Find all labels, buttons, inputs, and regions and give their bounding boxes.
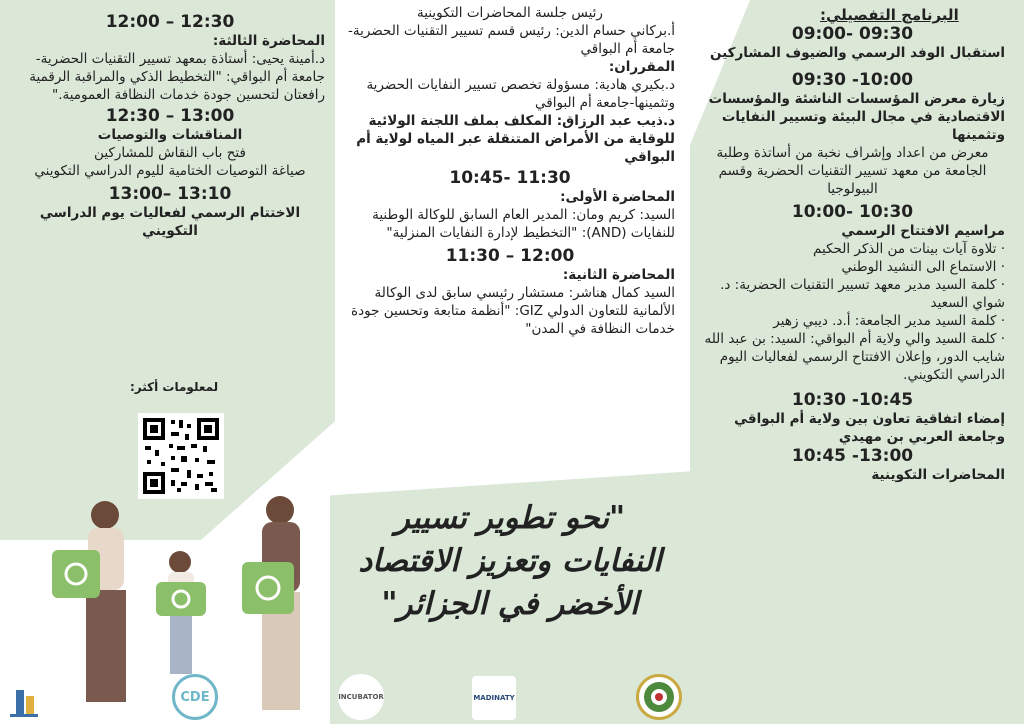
program-column xyxy=(700,0,1005,484)
lecture-title: المحاضرة الثانية: xyxy=(562,267,675,283)
wilaya-seal-logo xyxy=(636,674,682,720)
madinaty-logo: MADINATY xyxy=(472,676,516,720)
discussion-line: صياغة التوصيات الختامية لليوم الدراسي التكويني xyxy=(34,163,306,179)
session-text: إمضاء اتفاقية تعاون بين ولاية أم البواقي وجامعة العربي بن مهيدي xyxy=(734,411,1005,445)
lecture-text: د.أمينة يحيى: أستاذة بمعهد تسيير التقنيات الحضرية-جامعة أم البواقي: "التخطيط الذكي والمراقبة الرقمية رافعتان لتحسين جودة خدمات النظافة العمومية." xyxy=(29,51,325,103)
lectures-column xyxy=(345,0,675,338)
chair-name: أ.بركاني حسام الدين: رئيس قسم تسيير التقنيات الحضرية-جامعة أم البواقي xyxy=(347,23,675,57)
ceremony-list xyxy=(700,240,1005,384)
list-item: · تلاوة آيات بينات من الذكر الحكيم xyxy=(700,240,1005,258)
time-slot: 10:45- 10:30 xyxy=(791,390,914,410)
event-title: "نحو تطوير تسيير النفايات وتعزيز الاقتصاد الأخضر في الجزائر" xyxy=(358,500,662,622)
session-text: المحاضرات التكوينية xyxy=(871,467,1005,483)
chair-title: رئيس جلسة المحاضرات التكوينية xyxy=(417,5,603,21)
cde-logo: CDE xyxy=(172,674,218,720)
list-item: · كلمة السيد مدير معهد تسيير التقنيات الحضرية: د. شواي السعيد xyxy=(700,276,1005,312)
time-slot: 12:30 – 12:00 xyxy=(105,12,235,32)
closing-column xyxy=(15,0,325,240)
seal-icon xyxy=(642,680,676,714)
discussion-title: المناقشات والتوصيات xyxy=(97,127,243,143)
time-slot: 10:30 -10:00 xyxy=(791,202,914,222)
lecture-text: السيد كمال هناشر: مستشار رئيسي سابق لدى الوكالة الألمانية للتعاون الدولي GIZ: "أنظمة متابعة وتحسين جودة خدمات النظافة في المدن" xyxy=(351,285,675,337)
closing-text: الاختتام الرسمي لفعاليات يوم الدراسي التكويني xyxy=(39,205,301,239)
lecture-text: السيد: كريم ومان: المدير العام السابق للوكالة الوطنية للنفايات (AND): "التخطيط لإدارة النفايات المنزلية" xyxy=(372,207,675,241)
time-slot: 12:00 – 11:30 xyxy=(445,246,575,266)
lecture-title: المحاضرة الأولى: xyxy=(560,189,675,205)
session-text: زيارة معرض المؤسسات الناشئة والمؤسسات الاقتصادية في مجال البيئة وتسيير النفايات وتثمينها xyxy=(708,91,1005,143)
list-item: · كلمة السيد والي ولاية أم البواقي: السيد: بن عبد الله شايب الدور، وإعلان الافتتاح الرسمي لفعاليات اليوم الدراسي التكويني. xyxy=(700,330,1005,384)
time-slot: 13:00 – 12:30 xyxy=(105,106,235,126)
building-icon xyxy=(6,682,42,718)
rapporteur: د.ذيب عبد الرزاق: المكلف بملف اللجنة الولائية للوقاية من الأمراض المتنقلة عبر المياه لولاية أم البواقي xyxy=(356,113,675,165)
building-logo xyxy=(4,680,44,720)
more-info-label: لمعلومات أكثر: xyxy=(130,380,219,394)
lecture-title: المحاضرة الثالثة: xyxy=(212,33,325,49)
incubator-logo: INCUBATOR xyxy=(338,674,384,720)
time-slot: 13:10 –13:00 xyxy=(108,184,232,204)
time-slot: 11:30 -10:45 xyxy=(449,168,571,188)
session-note: معرض من اعداد وإشراف نخبة من أساتذة وطلبة الجامعة من معهد تسيير التقنيات الحضرية وقسم البيولوجيا xyxy=(716,145,989,197)
session-text: استقبال الوفد الرسمي والضيوف المشاركين xyxy=(710,45,1005,61)
list-item: · الاستماع الى النشيد الوطني xyxy=(700,258,1005,276)
time-slot: 09:30 -09:00 xyxy=(791,24,914,44)
time-slot: 13:00- 10:45 xyxy=(791,446,914,466)
discussion-line: فتح باب النقاش للمشاركين xyxy=(94,145,246,161)
rapporteur: د.بكيري هادية: مسؤولة تخصص تسيير النفايات الحضرية وتثمينها-جامعة أم البواقي xyxy=(366,77,675,111)
list-item: · كلمة السيد مدير الجامعة: أ.د. ديبي زهير xyxy=(700,312,1005,330)
qr-code[interactable] xyxy=(138,413,224,499)
program-heading: البرنامج التفصيلي: xyxy=(820,6,959,24)
time-slot: 10:00- 09:30 xyxy=(791,70,914,90)
rapporteurs-title: المقرران: xyxy=(608,59,675,75)
qr-code-icon xyxy=(141,416,221,496)
session-text: مراسيم الافتتاح الرسمي xyxy=(841,223,1005,239)
